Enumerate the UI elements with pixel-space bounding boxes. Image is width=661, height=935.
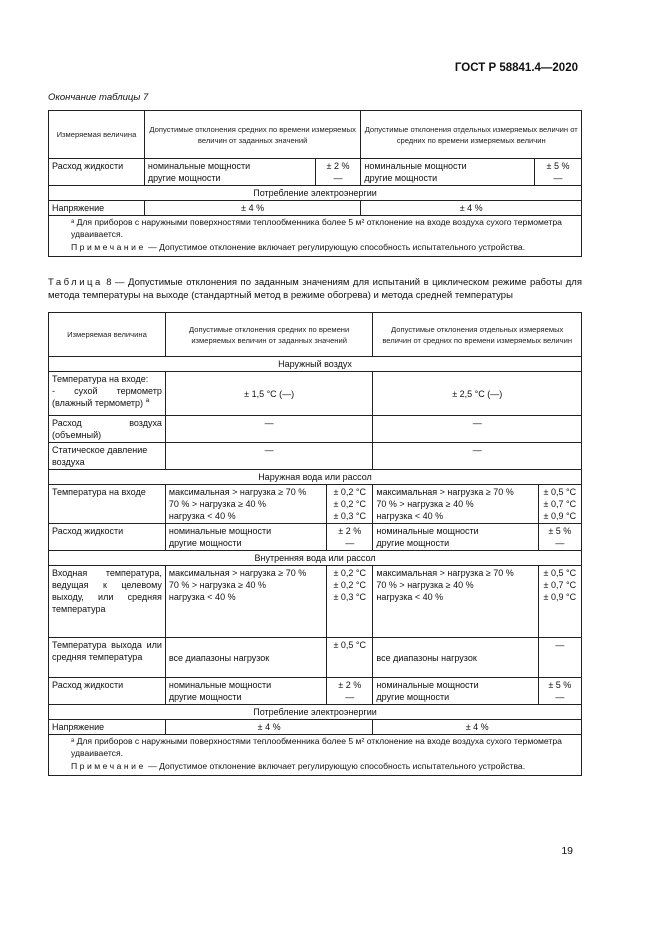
t8-row-inlet-temperature: Температура на входе: - сухой термометр (влажный термометр) $^a$ ± 1,5 °С (—) ± 2,5 °С (—) — [49, 372, 582, 416]
document-code: ГОСТ Р 58841.4—2020 — [454, 62, 578, 74]
table-8-caption: Таблица 8 — Допустимые отклонения по заданным значениям для испытаний в циклическом режиме работы для метода температуры на выходе (стандартный метод в режиме обогрева) и метода средней температуры — [48, 277, 582, 301]
t7-section-power: Потребление электроэнергии — [49, 186, 582, 201]
t8-row-outdoor-water-flow: Расход жидкости номинальные мощности другие мощности ± 2 % — номинальные мощности другие мощности ± 5 % — — [49, 524, 582, 551]
t8-section-power: Потребление электроэнергии — [49, 705, 582, 720]
t8-row-outdoor-water-temperature: Температура на входе максимальная > нагрузка ≥ 70 % 70 % > нагрузка ≥ 40 % нагрузка < 40 % ± 0,2 °С ± 0,2 °С ± 0,3 °С максимальная > нагрузка ≥ 70 % 70 % > нагрузка ≥ 40 % нагрузка < 40 % ± 0,5 °С ± 0,7 °С ± 0,9 °С — [49, 485, 582, 524]
t8-row-air-flow: Расход воздуха (объемный) — — — [49, 416, 582, 443]
t7-head-individual-deviation: Допустимые отклонения отдельных измеряемых величин от средних по времени измеряемых величин — [361, 111, 582, 159]
page-number: 19 — [561, 845, 573, 857]
t7-note: Примечание — Допустимое отклонение включает регулирующую способность испытательного устройства. — [49, 241, 582, 256]
t7-head-quantity: Измеряемая величина — [49, 111, 145, 159]
t7-footnote: ᵃ Для приборов с наружными поверхностями теплообменника более 5 м² отклонение на входе воздуха сухого термометра удваивается. — [49, 216, 582, 242]
t7-row-voltage: Напряжение ± 4 % ± 4 % — [49, 201, 582, 216]
t8-footnote: ᵃ Для приборов с наружными поверхностями теплообменника более 5 м² отклонение на входе воздуха сухого термометра удваивается. — [49, 735, 582, 761]
t8-section-outdoor-air: Наружный воздух — [49, 357, 582, 372]
t8-note: Примечание — Допустимое отклонение включает регулирующую способность испытательного устройства. — [49, 760, 582, 775]
row-label: Напряжение — [49, 201, 145, 216]
t8-row-outlet-temperature: Температура выхода или средняя температура все диапазоны нагрузок ± 0,5 °С все диапазоны нагрузок — — [49, 638, 582, 678]
table-8 — [48, 312, 582, 776]
t8-head-mean-deviation: Допустимые отклонения средних по времени измеряемых величин от заданных значений — [165, 313, 373, 357]
t8-head-quantity: Измеряемая величина — [49, 313, 166, 357]
t8-row-static-pressure: Статическое давление воздуха — — — [49, 443, 582, 470]
table-7 — [48, 110, 582, 257]
row-label: Расход жидкости — [49, 159, 145, 186]
t8-row-voltage: Напряжение ± 4 % ± 4 % — [49, 720, 582, 735]
t8-row-indoor-water-temperature: Входная температура, ведущая к целевому выходу, или средняя температура максимальная > нагрузка ≥ 70 % 70 % > нагрузка ≥ 40 % нагрузка < 40 % ± 0,2 °С ± 0,2 °С ± 0,3 °С максимальная > нагрузка ≥ 70 % 70 % > нагрузка ≥ 40 % нагрузка < 40 % ± 0,5 °С ± 0,7 °С ± 0,9 °С — [49, 566, 582, 638]
table-continuation-title: Окончание таблицы 7 — [48, 92, 149, 103]
t7-row-liquid-flow: Расход жидкости номинальные мощности другие мощности ± 2 % — номинальные мощности другие мощности ± 5 % — — [49, 159, 582, 186]
t8-row-indoor-water-flow: Расход жидкости номинальные мощности другие мощности ± 2 % — номинальные мощности другие мощности ± 5 % — — [49, 678, 582, 705]
t8-head-individual-deviation: Допустимые отклонения отдельных измеряемых величин от средних по времени измеряемых величин — [373, 313, 582, 357]
t7-head-mean-deviation: Допустимые отклонения средних по времени измеряемых величин от заданных значений — [144, 111, 361, 159]
t8-section-indoor-water: Внутренняя вода или рассол — [49, 551, 582, 566]
t8-section-outdoor-water: Наружная вода или рассол — [49, 470, 582, 485]
